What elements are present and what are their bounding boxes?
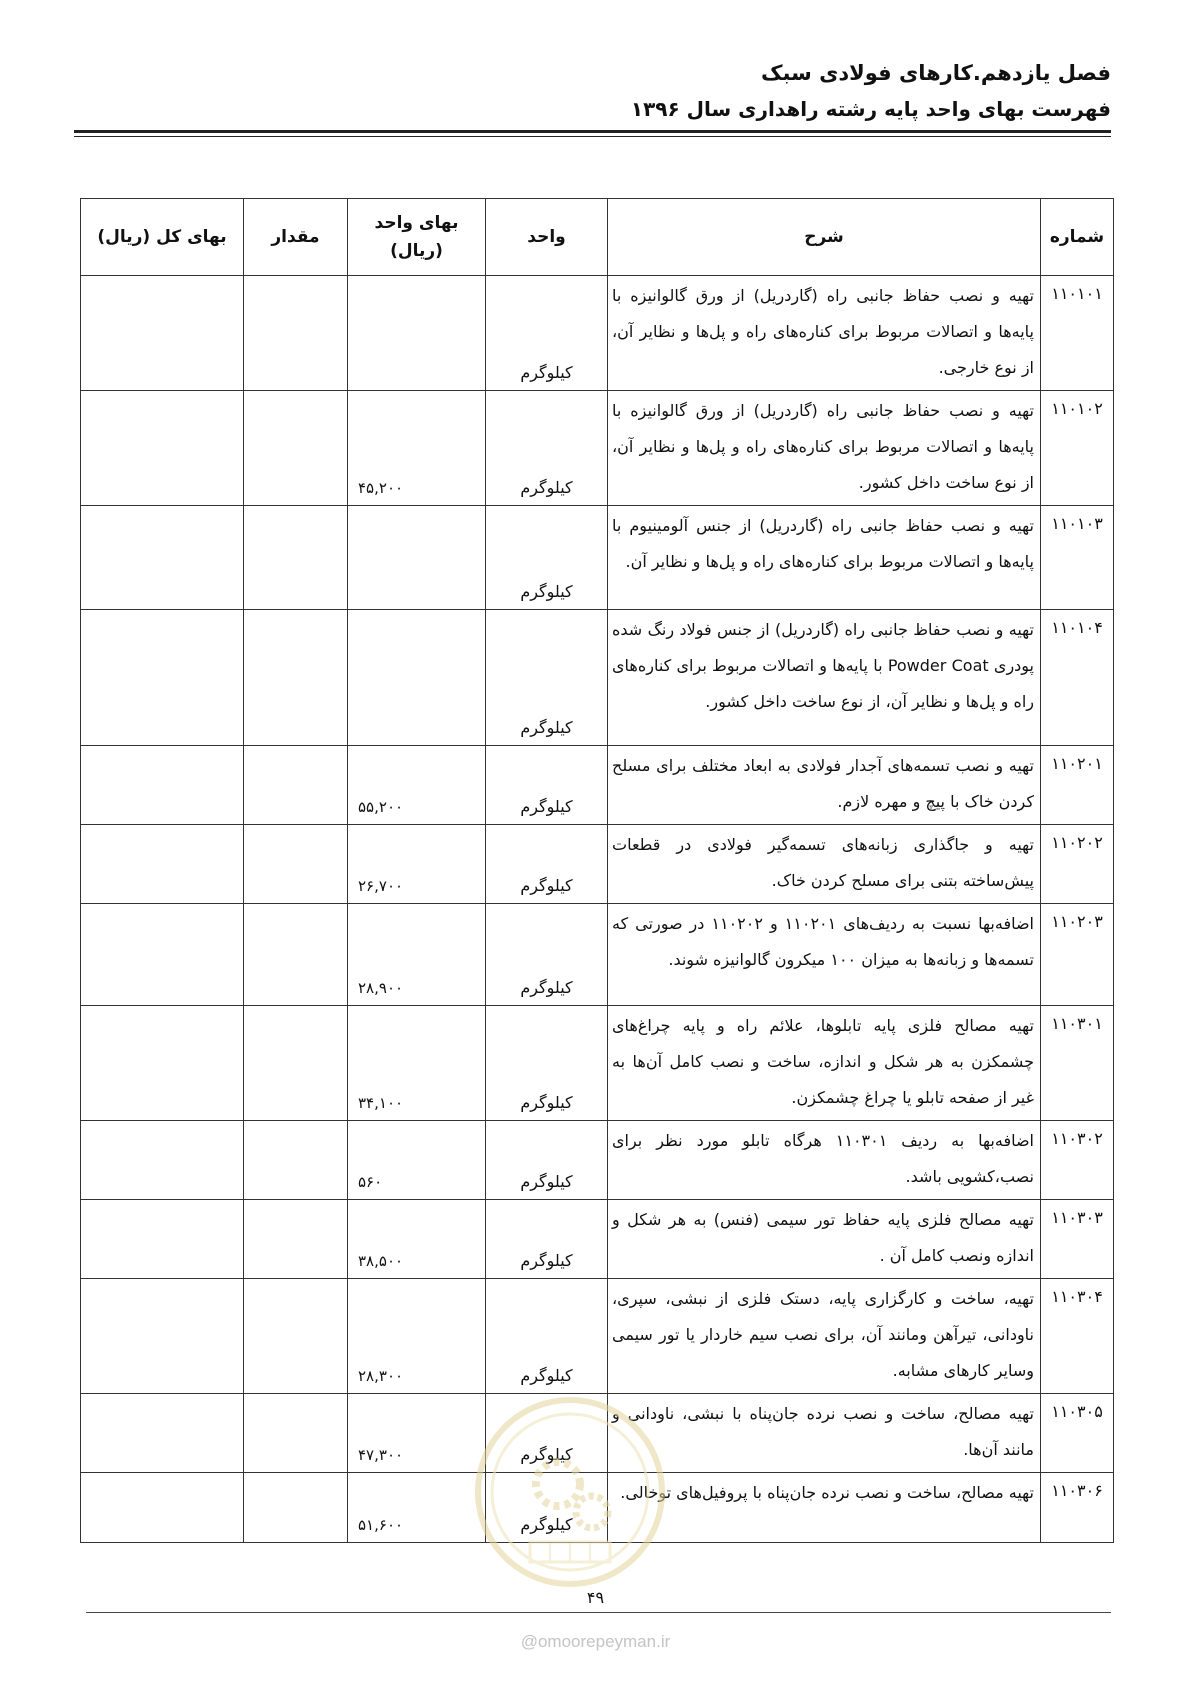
row-description: تهیه و نصب تسمه‌های آجدار فولادی به ابعاد مختلف برای مسلح کردن خاک با پیچ و مهره لازم. [608,746,1041,825]
row-code: ۱۱۰۱۰۴ [1041,610,1114,746]
row-total [81,1279,244,1394]
row-unit-price: ۵۵,۲۰۰ [348,746,486,825]
table-row [81,610,1114,746]
row-unit-price [348,276,486,391]
watermark-text: @omoorepeyman.ir [520,1632,671,1651]
header-quantity: مقدار [244,199,348,276]
row-total [81,1394,244,1473]
table-row [81,746,1114,825]
header-unit-price: بهای واحد (ریال) [348,199,486,276]
row-unit-price [348,506,486,610]
header-description: شرح [608,199,1041,276]
row-code: ۱۱۰۳۰۵ [1041,1394,1114,1473]
row-unit-price: ۲۶,۷۰۰ [348,825,486,904]
row-quantity [244,1200,348,1279]
row-quantity [244,1006,348,1121]
footer-rule [86,1612,1111,1613]
row-code: ۱۱۰۳۰۳ [1041,1200,1114,1279]
table-row [81,1006,1114,1121]
table-row [81,904,1114,1006]
row-total [81,746,244,825]
row-total [81,1121,244,1200]
row-description: اضافه‌بها به ردیف ۱۱۰۳۰۱ هرگاه تابلو مورد نظر برای نصب،کشویی باشد. [608,1121,1041,1200]
row-code: ۱۱۰۳۰۱ [1041,1006,1114,1121]
row-unit-price: ۵۶۰ [348,1121,486,1200]
header-rule-thick [74,130,1111,133]
row-unit: کیلوگرم [486,825,608,904]
row-description: تهیه مصالح فلزی پایه حفاظ تور سیمی (فنس) به هر شکل و اندازه ونصب کامل آن . [608,1200,1041,1279]
row-description: تهیه مصالح فلزی پایه تابلوها، علائم راه و پایه چراغ‌های چشمکزن به هر شکل و اندازه، ساخت و نصب کامل آن‌ها به غیر از صفحه تابلو یا چراغ چشمکزن. [608,1006,1041,1121]
table-row [81,391,1114,506]
row-unit: کیلوگرم [486,610,608,746]
row-unit: کیلوگرم [486,506,608,610]
row-code: ۱۱۰۲۰۲ [1041,825,1114,904]
header-unit: واحد [486,199,608,276]
row-description: اضافه‌بها نسبت به ردیف‌های ۱۱۰۲۰۱ و ۱۱۰۲۰۲ در صورتی که تسمه‌ها و زبانه‌ها به میزان ۱۰۰ میکرون گالوانیزه شوند. [608,904,1041,1006]
row-code: ۱۱۰۱۰۳ [1041,506,1114,610]
row-total [81,904,244,1006]
row-quantity [244,506,348,610]
header-rule-thin [74,136,1111,137]
row-unit: کیلوگرم [486,276,608,391]
row-quantity [244,276,348,391]
row-unit: کیلوگرم [486,1279,608,1394]
row-quantity [244,1394,348,1473]
row-code: ۱۱۰۱۰۱ [1041,276,1114,391]
row-description: تهیه و نصب حفاظ جانبی راه (گاردریل) از جنس آلومینیوم با پایه‌ها و اتصالات مربوط برای کناره‌های راه و پل‌ها و نظایر آن. [608,506,1041,610]
row-quantity [244,904,348,1006]
row-unit: کیلوگرم [486,1200,608,1279]
row-unit-price [348,610,486,746]
row-total [81,825,244,904]
row-total [81,506,244,610]
row-unit: کیلوگرم [486,1473,608,1543]
row-code: ۱۱۰۳۰۲ [1041,1121,1114,1200]
row-unit: کیلوگرم [486,391,608,506]
row-code: ۱۱۰۳۰۶ [1041,1473,1114,1543]
row-quantity [244,1121,348,1200]
row-unit-price: ۲۸,۳۰۰ [348,1279,486,1394]
row-unit: کیلوگرم [486,1394,608,1473]
row-description: تهیه، ساخت و کارگزاری پایه، دستک فلزی از نبشی، سپری، ناودانی، تیرآهن ومانند آن، برای نصب سیم خاردار یا تور سیمی وسایر کارهای مشابه. [608,1279,1041,1394]
row-code: ۱۱۰۱۰۲ [1041,391,1114,506]
row-total [81,391,244,506]
row-unit: کیلوگرم [486,746,608,825]
row-unit-price: ۳۴,۱۰۰ [348,1006,486,1121]
table-row [81,1279,1114,1394]
row-unit: کیلوگرم [486,904,608,1006]
row-unit-price: ۳۸,۵۰۰ [348,1200,486,1279]
header-total: بهای کل (ریال) [81,199,244,276]
chapter-title: فصل یازدهم.کارهای فولادی سبک [761,61,1111,85]
row-total [81,276,244,391]
row-total [81,1473,244,1543]
row-quantity [244,746,348,825]
row-unit: کیلوگرم [486,1121,608,1200]
row-total [81,1006,244,1121]
table-row [81,276,1114,391]
row-quantity [244,391,348,506]
table-row [81,825,1114,904]
row-code: ۱۱۰۲۰۱ [1041,746,1114,825]
row-description: تهیه و نصب حفاظ جانبی راه (گاردریل) از ورق گالوانیزه با پایه‌ها و اتصالات مربوط برای کناره‌های راه و پل‌ها و نظایر آن، از نوع خارجی. [608,276,1041,391]
row-unit-price: ۲۸,۹۰۰ [348,904,486,1006]
row-quantity [244,1473,348,1543]
price-list-table [80,198,1114,1543]
table-row [81,506,1114,610]
row-quantity [244,610,348,746]
row-description: تهیه و نصب حفاظ جانبی راه (گاردریل) از ورق گالوانیزه با پایه‌ها و اتصالات مربوط برای کناره‌های راه و پل‌ها و نظایر آن، از نوع ساخت داخل کشور. [608,391,1041,506]
row-description: تهیه و جاگذاری زبانه‌های تسمه‌گیر فولادی در قطعات پیش‌ساخته بتنی برای مسلح کردن خاک. [608,825,1041,904]
table-row [81,1200,1114,1279]
table-row [81,1121,1114,1200]
row-unit-price: ۵۱,۶۰۰ [348,1473,486,1543]
row-code: ۱۱۰۲۰۳ [1041,904,1114,1006]
table-header-row [81,199,1114,276]
watermark-logo [470,1392,670,1592]
row-total [81,1200,244,1279]
page-header [0,58,1191,138]
row-total [81,610,244,746]
row-description: تهیه مصالح، ساخت و نصب نرده جان‌پناه با پروفیل‌های توخالی. [608,1473,1041,1543]
row-unit: کیلوگرم [486,1006,608,1121]
page-number: ۴۹ [586,1588,605,1607]
row-unit-price: ۴۷,۳۰۰ [348,1394,486,1473]
header-code: شماره [1041,199,1114,276]
row-code: ۱۱۰۳۰۴ [1041,1279,1114,1394]
row-unit-price: ۴۵,۲۰۰ [348,391,486,506]
row-description: تهیه و نصب حفاظ جانبی راه (گاردریل) از جنس فولاد رنگ شده پودری Powder Coat با پایه‌ها و اتصالات مربوط برای کناره‌های راه و پل‌ها و نظایر آن، از نوع ساخت داخل کشور. [608,610,1041,746]
document-subtitle: فهرست بهای واحد پایه رشته راهداری سال ۱۳۹۶ [630,97,1111,121]
row-quantity [244,825,348,904]
row-quantity [244,1279,348,1394]
row-description: تهیه مصالح، ساخت و نصب نرده جان‌پناه با نبشی، ناودانی و مانند آن‌ها. [608,1394,1041,1473]
table-body [81,276,1114,1543]
